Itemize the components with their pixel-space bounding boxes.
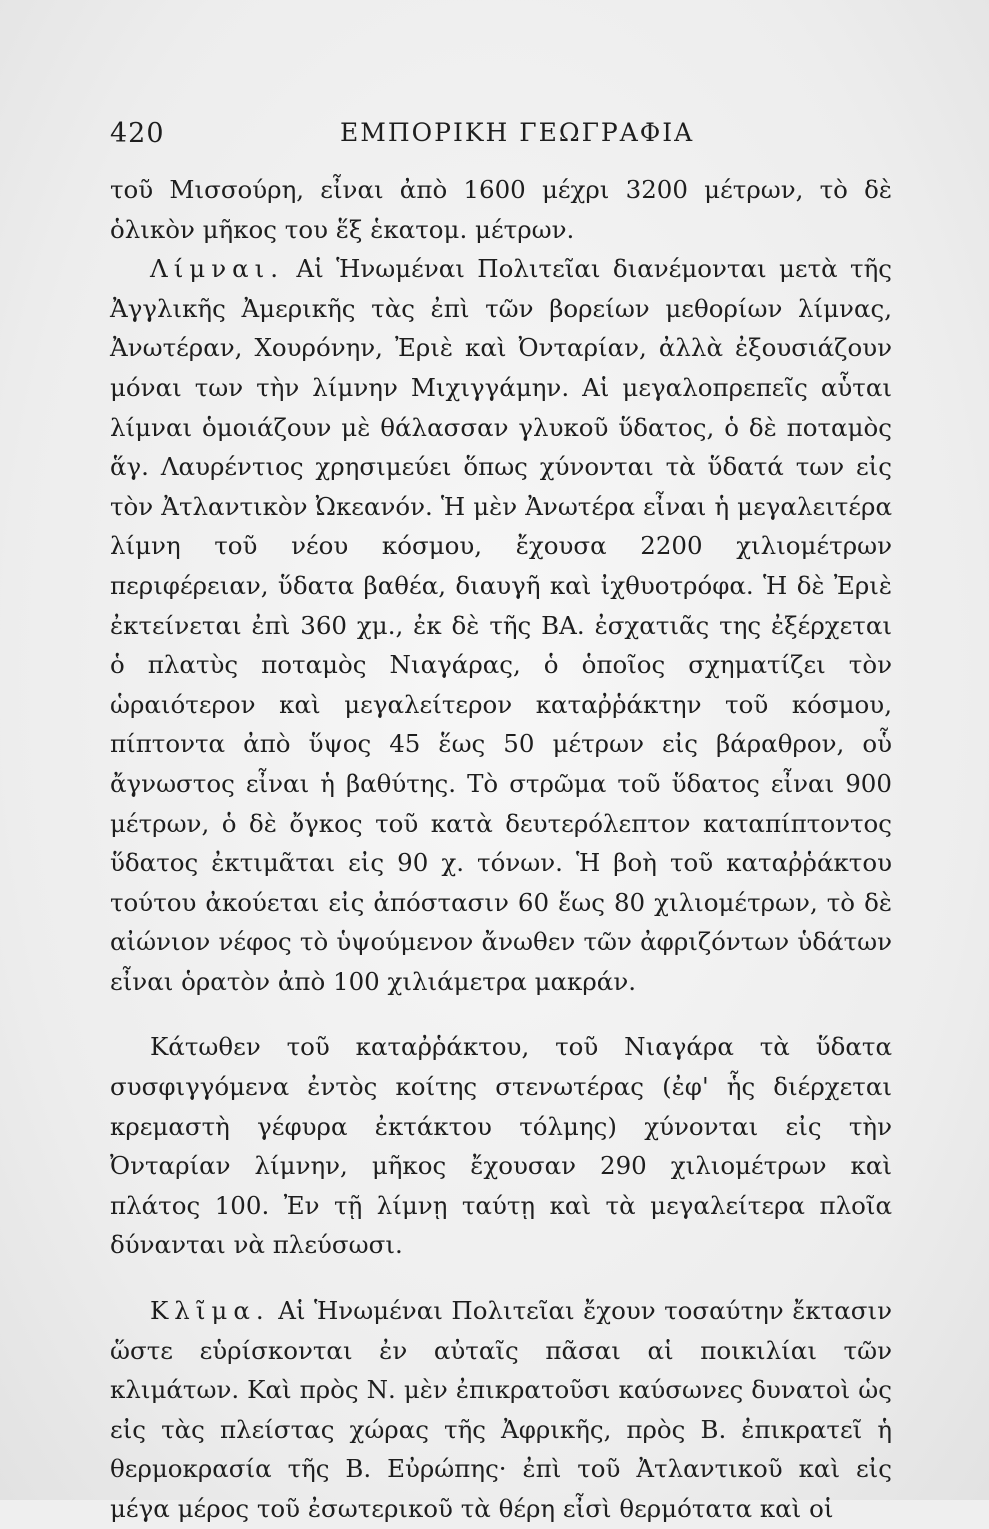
paragraph-text: Αἱ Ἡνωμέναι Πολιτεῖαι ἔχουν τοσαύτην ἔκτασιν ὥστε εὑρίσκονται ἐν αὐταῖς πᾶσαι αἱ ποικιλίαι τῶν κλιμάτων. Καὶ πρὸς Ν. μὲν ἐπικρατοῦσι καύσωνες δυνατοὶ ὡς εἰς τὰς πλείστας χώρας τῆς Ἀφρικῆς, πρὸς Β. ἐπικρατεῖ ἡ θερμοκρασία τῆς Β. Εὐρώπης· ἐπὶ τοῦ Ἀτλαντικοῦ καὶ εἰς μέγα μέρος τοῦ ἐσωτερικοῦ τὰ θέρη εἶσὶ θερμότατα καὶ οἱ (110, 1296, 892, 1523)
paragraph-lakes (110, 249, 892, 1001)
page-header (110, 118, 892, 162)
body-text (110, 170, 892, 1529)
paragraph-lead: Κλῖμα. (150, 1296, 270, 1326)
paragraph-niagara (110, 1027, 892, 1265)
paragraph-text: Κάτωθεν τοῦ καταῤῥάκτου, τοῦ Νιαγάρα τὰ ὕδατα συσφιγγόμενα ἐντὸς κοίτης στενωτέρας (ἐφ' ἧς διέρχεται κρεμαστὴ γέφυρα ἐκτάκτου τόλμης) χύνονται εἰς τὴν Ὀνταρίαν λίμνην, μῆκος ἔχουσαν 290 χιλιομέτρων καὶ πλάτος 100. Ἐν τῇ λίμνῃ ταύτῃ καὶ τὰ μεγαλείτερα πλοῖα δύνανται νὰ πλεύσωσι. (110, 1032, 892, 1260)
page-number: 420 (110, 118, 165, 149)
paragraph-lead: Λίμναι. (150, 254, 285, 284)
paragraph-continuation (110, 170, 892, 249)
paragraph-text: Αἱ Ἡνωμέναι Πολιτεῖαι διανέμονται μετὰ τῆς Ἀγγλικῆς Ἀμερικῆς τὰς ἐπὶ τῶν βορείων μεθορίων λίμνας, Ἀνωτέραν, Χουρόνην, Ἐριὲ καὶ Ὀνταρίαν, ἀλλὰ ἐξουσιάζουν μόναι των τὴν λίμνην Μιχιγγάμην. Αἱ μεγαλοπρεπεῖς αὗται λίμναι ὁμοιάζουν μὲ θάλασσαν γλυκοῦ ὕδατος, ὁ δὲ ποταμὸς ἅγ. Λαυρέντιος χρησιμεύει ὅπως χύνονται τὰ ὕδατά των εἰς τὸν Ἀτλαντικὸν Ὠκεανόν. Ἡ μὲν Ἀνωτέρα εἶναι ἡ μεγαλειτέρα λίμνη τοῦ νέου κόσμου, ἔχουσα 2200 χιλιομέτρων περιφέρειαν, ὕδατα βαθέα, διαυγῆ καὶ ἰχθυοτρόφα. Ἡ δὲ Ἐριὲ ἐκτείνεται ἐπὶ 360 χμ., ἐκ δὲ τῆς ΒΑ. ἐσχατιᾶς της ἐξέρχεται ὁ πλατὺς ποταμὸς Νιαγάρας, ὁ ὁποῖος σχηματίζει τὸν ὡραιότερον καὶ μεγαλείτερον καταῤῥάκτην τοῦ κόσμου, πίπτοντα ἀπὸ ὕψος 45 ἕως 50 μέτρων εἰς βάραθρον, οὗ ἄγνωστος εἶναι ἡ βαθύτης. Τὸ στρῶμα τοῦ ὕδατος εἶναι 900 μέτρων, ὁ δὲ ὄγκος τοῦ κατὰ δευτερόλεπτον καταπίπτοντος ὕδατος ἐκτιμᾶται εἰς 90 χ. τόνων. Ἡ βοὴ τοῦ καταῤῥάκτου τούτου ἀκούεται εἰς ἀπόστασιν 60 ἕως 80 χιλιομέτρων, τὸ δὲ αἰώνιον νέφος τὸ ὑψούμενον ἄνωθεν τῶν ἀφριζόντων ὑδάτων εἶναι ὁρατὸν ἀπὸ 100 χιλιάμετρα μακράν. (110, 254, 892, 996)
running-title: ΕΜΠΟΡΙΚΗ ΓΕΩΓΡΑΦΙΑ (340, 118, 695, 147)
paragraph-text: τοῦ Μισσούρη, εἶναι ἀπὸ 1600 μέχρι 3200 μέτρων, τὸ δὲ ὁλικὸν μῆκος του ἕξ ἑκατομ. μέτρων. (110, 175, 892, 244)
paragraph-climate (110, 1291, 892, 1529)
